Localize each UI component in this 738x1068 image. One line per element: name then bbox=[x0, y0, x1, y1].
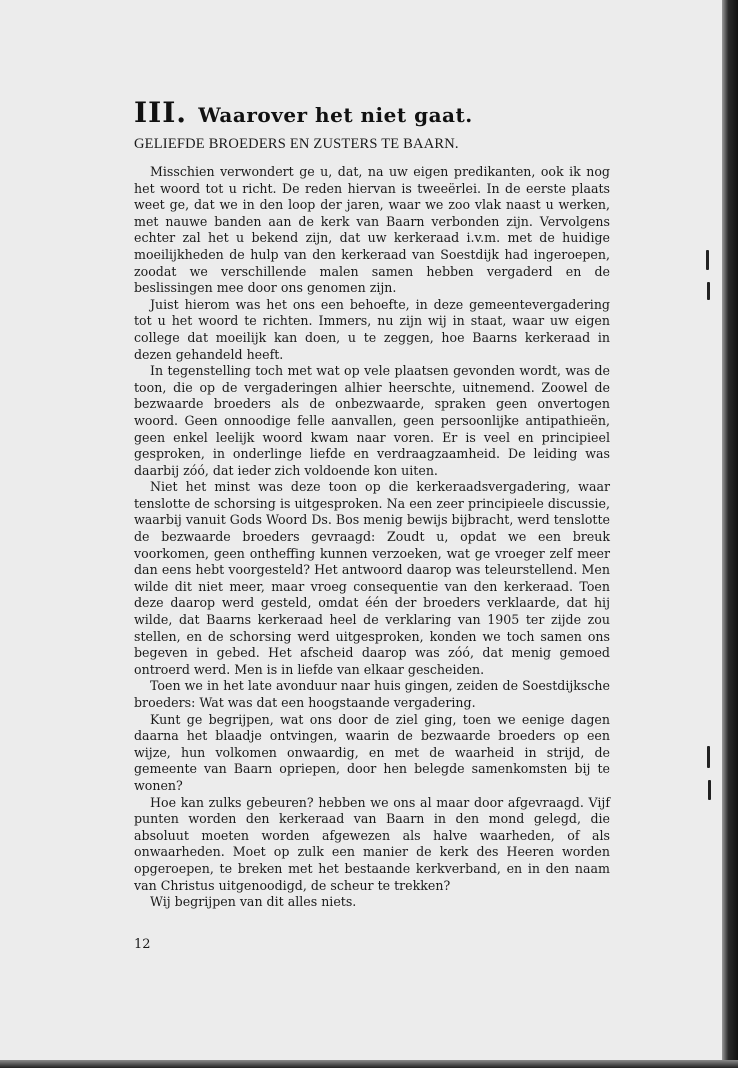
page-number: 12 bbox=[134, 937, 151, 952]
margin-binding-mark bbox=[708, 780, 711, 800]
margin-binding-mark bbox=[707, 282, 710, 300]
body-text bbox=[134, 164, 610, 911]
margin-binding-mark bbox=[706, 250, 709, 270]
page-bottom-shadow bbox=[0, 1060, 738, 1068]
paragraph: In tegenstelling toch met wat op vele plaatsen gevonden wordt, was de toon, die op de vergaderingen alhier heerschte, uitnemend. Zoowel de bezwaarde broeders als de onbezwaarde, spraken geen onvertogen woord. Geen onnoodige felle aanvallen, geen persoonlijke antipathieën, geen enkel leelijk woord kwam naar voren. Er is veel en principieel gesproken, in onderlinge liefde en verdraagzaamheid. De leiding was daarbij zóó, dat ieder zich voldoende kon uiten. bbox=[134, 363, 610, 478]
paragraph: Niet het minst was deze toon op die kerkeraadsvergadering, waar tenslotte de schorsing is uitgesproken. Na een zeer principieele discussie, waarbij vanuit Gods Woord Ds. Bos menig bewijs bijbracht, werd tenslotte de bezwaarde broeders gevraagd: Zoudt u, opdat we een breuk voorkomen, geen ontheffing kunnen verzoeken, wat ge vroeger zelf meer dan eens hebt voorgesteld? Het antwoord daarop was teleurstellend. Men wilde dit niet meer, maar vroeg consequentie van den kerkeraad. Toen deze daarop werd gesteld, omdat één der broeders verklaarde, dat hij wilde, dat Baarns kerkeraad heel de verklaring van 1905 ter zijde zou stellen, en de schorsing werd uitgesproken, konden we toch samen ons begeven in gebed. Het afscheid daarop was zóó, dat menig gemoed ontroerd werd. Men is in liefde van elkaar gescheiden. bbox=[134, 479, 610, 677]
paragraph: Wij begrijpen van dit alles niets. bbox=[150, 894, 357, 910]
paragraph: Kunt ge begrijpen, wat ons door de ziel ging, toen we eenige dagen daarna het blaadje ontvingen, waarin de bezwaarde broeders op een wijze, hun volkomen onwaardig, en met de waarheid in strijd, de gemeente van Baarn opriepen, door hen belegde samenkomsten bij te wonen? bbox=[134, 711, 610, 793]
paragraph: Juist hierom was het ons een behoefte, in deze gemeentevergadering tot u het woord te richten. Immers, nu zijn wij in staat, waar uw eigen college dat moeilijk kan doen, u te zeggen, hoe Baarns kerkeraad in dezen gehandeld heeft. bbox=[134, 296, 610, 362]
paragraph: Hoe kan zulks gebeuren? hebben we ons al maar door afgevraagd. Vijf punten worden den kerkeraad van Baarn in den mond gelegd, die absoluut moeten worden afgewezen als halve waarheden, of als onwaarheden. Moet op zulk een manier de kerk des Heeren worden opgeroepen, te breken met het bestaande kerkverband, en in den naam van Christus uitgenoodigd, de scheur te trekken? bbox=[134, 794, 610, 893]
margin-binding-mark bbox=[707, 746, 710, 768]
salutation: GELIEFDE BROEDERS EN ZUSTERS TE BAARN. bbox=[134, 136, 459, 152]
chapter-heading bbox=[134, 92, 473, 130]
chapter-title: Waarover het niet gaat. bbox=[198, 103, 473, 127]
page-edge-shadow bbox=[722, 0, 738, 1068]
paragraph: Toen we in het late avonduur naar huis gingen, zeiden de Soestdijksche broeders: Wat was dat een hoogstaande vergadering. bbox=[134, 678, 610, 710]
chapter-number: III. bbox=[134, 96, 188, 129]
paragraph: Misschien verwondert ge u, dat, na uw eigen predikanten, ook ik nog het woord tot u richt. De reden hiervan is tweeërlei. In de eerste plaats weet ge, dat we in den loop der jaren, waar we zoo vlak naast u werken, met nauwe banden aan de kerk van Baarn verbonden zijn. Vervolgens echter zal het u bekend zijn, dat uw kerkeraad i.v.m. met de huidige moeilijkheden de hulp van den kerkeraad van Soestdijk had ingeroepen, zoodat we verschillende malen samen hebben vergaderd en de beslissingen mee door ons genomen zijn. bbox=[134, 164, 610, 296]
